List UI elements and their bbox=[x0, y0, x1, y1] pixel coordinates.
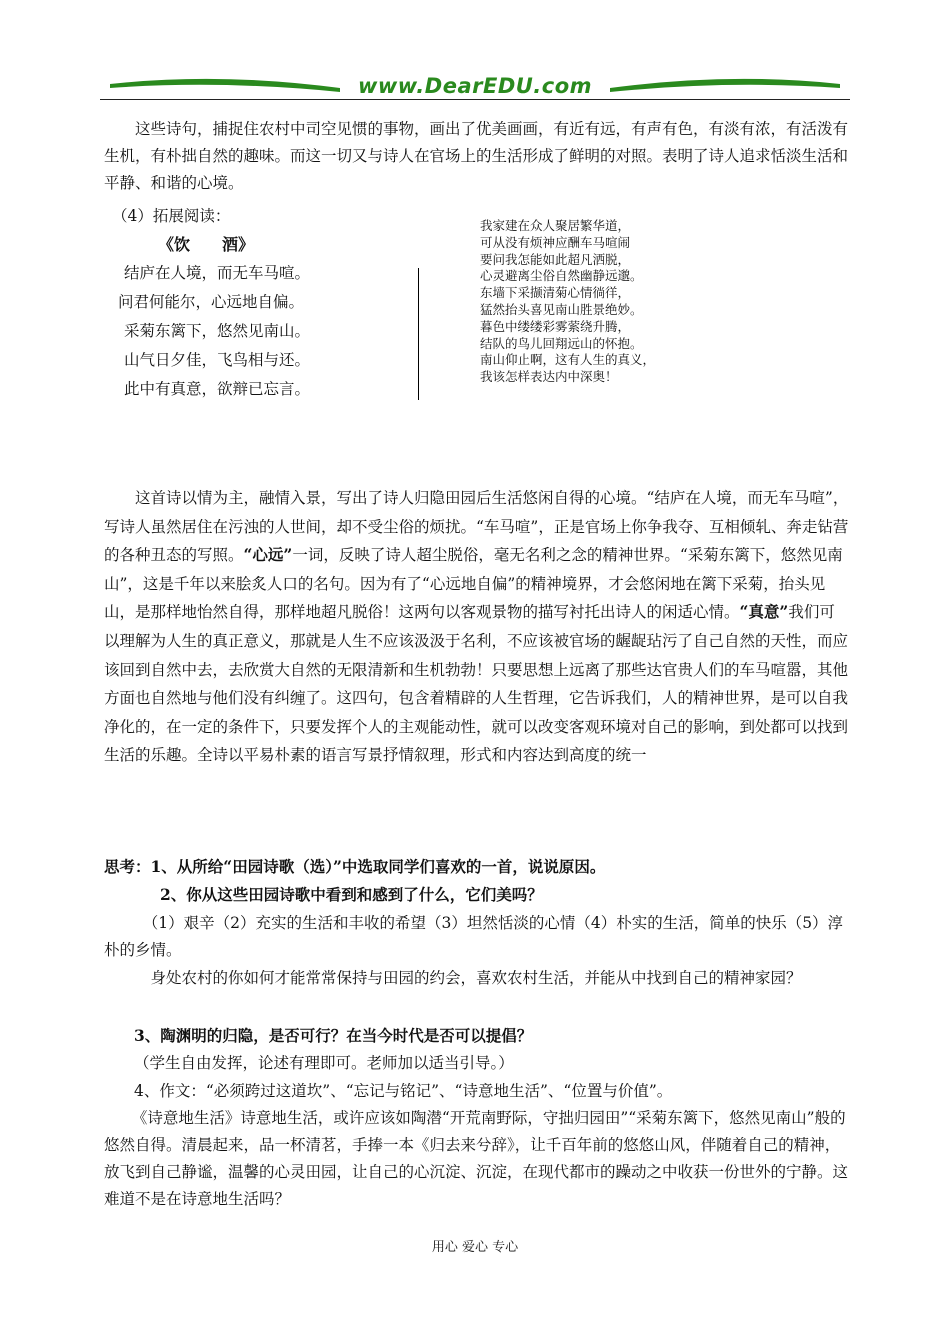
analysis-text: 一词，反映了诗人超尘脱俗，毫无名利之念的精神世界。“采菊东篱下，悠然见南山”，这是千年以来脍炙人口的名句。因为有了“心远地自偏”的精神境界，才会悠闲地在篱下采菊，抬头见山，是那样地怡然自得，那样地超凡脱俗！这两句以客观景物的描写衬托出诗人的闲适心情。 bbox=[104, 546, 843, 622]
translation-line: 我该怎样表达内中深奥！ bbox=[480, 369, 618, 385]
translation-line: 猛然抬头喜见南山胜景绝妙。 bbox=[480, 301, 643, 317]
site-url: www.DearEDU.com bbox=[357, 74, 593, 98]
sample-essay: 《诗意地生活》诗意地生活，或许应该如陶潜“开荒南野际，守拙归园田”“采菊东篱下，悠然见南山”般的悠然自得。清晨起来，品一杯清茗，手捧一本《归去来兮辞》，让千百年前的悠悠山风，伴随着自己的精神，放飞到自己静谧，温馨的心灵田园，让自己的心沉淀、沉淀，在现代都市的躁动之中收获一份世外的宁静。这难道不是在诗意地生活吗？ bbox=[104, 1109, 849, 1208]
translation-line: 结队的鸟儿回翔远山的怀抱。 bbox=[480, 335, 643, 351]
poem-line: 采菊东篱下，悠然见南山。 bbox=[124, 322, 311, 340]
translation-line: 要问我怎能如此超凡洒脱， bbox=[480, 251, 631, 267]
question-2: 2、你从这些田园诗歌中看到和感到了什么，它们美吗？ bbox=[160, 885, 543, 904]
answer-2-followup: 身处农村的你如何才能常常保持与田园的约会，喜欢农村生活，并能从中找到自己的精神家园？ bbox=[150, 969, 802, 987]
site-header-banner bbox=[100, 70, 850, 102]
translation-line: 南山仰止啊，这有人生的真义， bbox=[480, 352, 656, 368]
question-3: 3、陶渊明的归隐，是否可行？在当今时代是否可以提倡？ bbox=[134, 1026, 533, 1045]
analysis-text: 我们可以理解为人生的真正意义，那就是人生不应该汲汲于名利，不应该被官场的龌龊玷污了自己自然的天性，而应该回到自然中去，去欣赏大自然的无限清新和生机勃勃！只要思想上远离了那些达官贵人们的车马喧嚣，其他方面也自然地与他们没有纠缠了。这四句，包含着精辟的人生哲理，它告诉我们，人的精神世界，是可以自我净化的，在一定的条件下，只要发挥个人的主观能动性，就可以改变客观环境对自己的影响，到处都可以找到生活的乐趣。全诗以平易朴素的语言写景抒情叙理，形式和内容达到高度的统一 bbox=[104, 603, 849, 765]
poem-line: 此中有真意，欲辩已忘言。 bbox=[124, 380, 311, 398]
poem-line: 结庐在人境，而无车马喧。 bbox=[124, 264, 311, 282]
header-rule bbox=[100, 99, 850, 100]
analysis-paragraph bbox=[104, 484, 849, 770]
answer-2: （1）艰辛（2）充实的生活和丰收的希望（3）坦然恬淡的心情（4）朴实的生活，简单的快乐（5）淳朴的乡情。 bbox=[104, 914, 844, 959]
answer-3: （学生自由发挥，论述有理即可。老师加以适当引导。） bbox=[134, 1054, 514, 1072]
keyword-xinyuan: “心远” bbox=[243, 545, 293, 565]
question-4: 4、作文：“必须跨过这道坎”、“忘记与铭记”、“诗意地生活”、“位置与价值”。 bbox=[134, 1082, 673, 1100]
translation-line: 暮色中缕缕彩雾萦绕升腾， bbox=[480, 318, 631, 334]
translation-line: 心灵避离尘俗自然幽静远邈。 bbox=[480, 268, 643, 284]
poem-title: 《饮 酒》 bbox=[158, 235, 255, 254]
poem-divider bbox=[418, 268, 419, 400]
translation-line: 我家建在众人聚居繁华道， bbox=[480, 218, 631, 233]
section-label: （4）拓展阅读： bbox=[112, 207, 231, 225]
question-1: 思考：1、从所给“田园诗歌（选）”中选取同学们喜欢的一首，说说原因。 bbox=[104, 857, 606, 876]
poem-block bbox=[118, 230, 388, 404]
poem-line: 问君何能尔，心远地自偏。 bbox=[118, 293, 305, 311]
keyword-zhenyi: “真意” bbox=[739, 602, 789, 622]
analysis-text: 这首诗以情为主，融情入景，写出了诗人归隐田园后生活悠闲自得的心境。“结庐在人境，而无车马喧”，写诗人虽然居住在污浊的人世间，却不受尘俗的烦扰。“车马喧”，正是官场上你争我夺、互相倾轧、奔走钻营的各种丑态的写照。 bbox=[104, 489, 849, 565]
poem-line: 山气日夕佳，飞鸟相与还。 bbox=[124, 351, 311, 369]
page-footer: 用心 爱心 专心 bbox=[431, 1240, 519, 1255]
translation-line: 东墙下采撷清菊心情徜徉， bbox=[480, 285, 631, 301]
poem-translation bbox=[480, 218, 800, 386]
translation-line: 可从没有烦神应酬车马喧闹 bbox=[480, 234, 631, 250]
intro-paragraph: 这些诗句，捕捉住农村中司空见惯的事物，画出了优美画画，有近有远，有声有色，有淡有浓，有活泼有生机，有朴拙自然的趣味。而这一切又与诗人在官场上的生活形成了鲜明的对照。表明了诗人追求恬淡生活和平静、和谐的心境。 bbox=[104, 120, 849, 192]
